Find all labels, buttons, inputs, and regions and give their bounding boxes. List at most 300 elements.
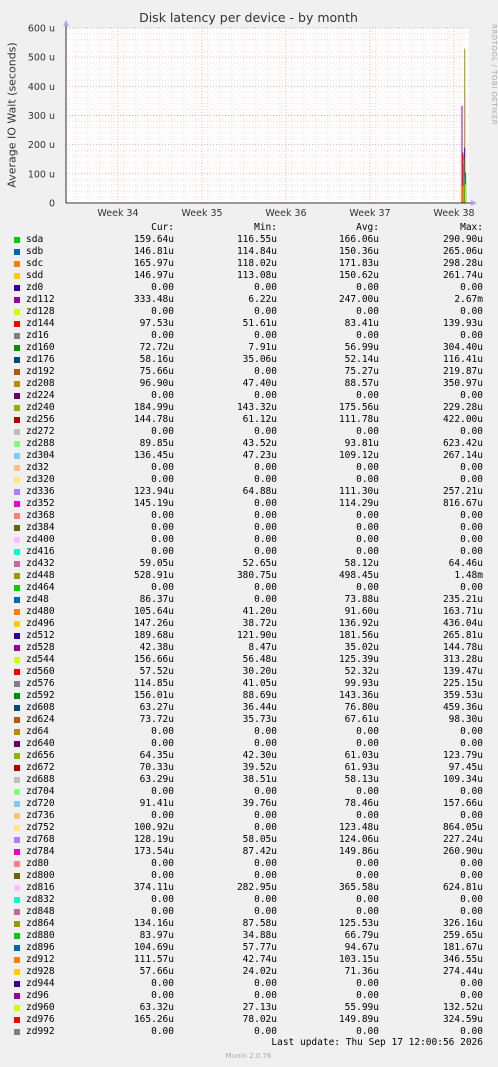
legend-cur-value: 59.05u [139, 558, 174, 569]
legend-max-value: 350.97u [442, 378, 483, 389]
legend-avg-value: 175.56u [338, 402, 379, 413]
y-tick-label: 600 u [27, 23, 55, 35]
legend-swatch [14, 933, 20, 939]
legend-cur-value: 63.27u [139, 702, 174, 713]
legend-swatch [14, 813, 20, 819]
legend-swatch [14, 561, 20, 567]
legend-avg-value: 111.30u [338, 486, 379, 497]
legend-series-name: zd592 [26, 690, 55, 701]
y-tick-label: 200 u [27, 140, 55, 152]
legend-cur-value: 0.00 [151, 462, 174, 473]
legend-swatch [14, 489, 20, 495]
legend-row [0, 450, 497, 462]
legend-series-name: zd48 [26, 594, 49, 605]
legend-swatch [14, 729, 20, 735]
legend-avg-value: 35.02u [344, 642, 379, 653]
legend-cur-value: 0.00 [151, 282, 174, 293]
legend-max-value: 313.28u [442, 654, 483, 665]
legend-header [0, 222, 497, 234]
legend-swatch [14, 825, 20, 831]
legend-avg-value: 0.00 [356, 474, 379, 485]
legend-avg-value: 150.62u [338, 270, 379, 281]
legend-series-name: sdc [26, 258, 44, 269]
legend-series-name: zd640 [26, 738, 55, 749]
legend-max-value: 0.00 [460, 582, 483, 593]
legend-swatch [14, 669, 20, 675]
legend-swatch [14, 261, 20, 267]
legend-min-value: 0.00 [254, 990, 277, 1001]
legend-swatch [14, 861, 20, 867]
legend-cur-value: 111.57u [133, 954, 174, 965]
legend-swatch [14, 705, 20, 711]
last-update: Last update: Thu Sep 17 12:00:56 2026 [271, 1037, 483, 1048]
legend-series-name: sda [26, 234, 44, 245]
legend-row [0, 834, 497, 846]
legend-row [0, 882, 497, 894]
legend-cur-value: 0.00 [151, 306, 174, 317]
legend-min-value: 57.77u [242, 942, 277, 953]
legend-avg-value: 149.89u [338, 1014, 379, 1025]
header-max: Max: [460, 222, 483, 233]
legend-row [0, 462, 497, 474]
legend-series-name: zd176 [26, 354, 55, 365]
legend-min-value: 87.42u [242, 846, 277, 857]
legend-min-value: 88.69u [242, 690, 277, 701]
legend-max-value: 436.04u [442, 618, 483, 629]
legend-max-value: 116.41u [442, 354, 483, 365]
legend-cur-value: 0.00 [151, 738, 174, 749]
legend-swatch [14, 525, 20, 531]
legend-cur-value: 0.00 [151, 1026, 174, 1037]
legend-swatch [14, 789, 20, 795]
legend-row [0, 726, 497, 738]
legend-avg-value: 498.45u [338, 570, 379, 581]
legend-min-value: 0.00 [254, 786, 277, 797]
legend-series-name: zd336 [26, 486, 55, 497]
legend-series-name: zd736 [26, 810, 55, 821]
legend-min-value: 30.20u [242, 666, 277, 677]
legend-swatch [14, 681, 20, 687]
legend-series-name: zd128 [26, 306, 55, 317]
legend-swatch [14, 537, 20, 543]
legend-series-name: zd0 [26, 282, 44, 293]
legend-cur-value: 105.64u [133, 606, 174, 617]
legend-max-value: 0.00 [460, 390, 483, 401]
legend-cur-value: 63.32u [139, 1002, 174, 1013]
legend-max-value: 265.81u [442, 630, 483, 641]
legend-avg-value: 76.80u [344, 702, 379, 713]
legend-max-value: 0.00 [460, 546, 483, 557]
legend-avg-value: 66.79u [344, 930, 379, 941]
legend-avg-value: 0.00 [356, 906, 379, 917]
legend-min-value: 51.61u [242, 318, 277, 329]
legend-swatch [14, 837, 20, 843]
legend-cur-value: 156.01u [133, 690, 174, 701]
legend-min-value: 41.05u [242, 678, 277, 689]
legend-max-value: 864.05u [442, 822, 483, 833]
legend-series-name: zd912 [26, 954, 55, 965]
legend-series-name: sdb [26, 246, 44, 257]
legend-avg-value: 0.00 [356, 390, 379, 401]
legend-avg-value: 0.00 [356, 546, 379, 557]
legend-row [0, 810, 497, 822]
legend-row [0, 762, 497, 774]
legend-min-value: 0.00 [254, 306, 277, 317]
legend-series-name: zd992 [26, 1026, 55, 1037]
legend-row [0, 858, 497, 870]
legend-swatch [14, 993, 20, 999]
legend-min-value: 39.52u [242, 762, 277, 773]
legend-cur-value: 147.26u [133, 618, 174, 629]
legend-swatch [14, 357, 20, 363]
legend-avg-value: 365.58u [338, 882, 379, 893]
legend-min-value: 8.47u [248, 642, 277, 653]
legend-series-name: zd560 [26, 666, 55, 677]
legend-row [0, 486, 497, 498]
legend-row [0, 330, 497, 342]
legend-avg-value: 125.53u [338, 918, 379, 929]
legend-avg-value: 75.27u [344, 366, 379, 377]
legend-min-value: 114.84u [236, 246, 277, 257]
legend-series-name: sdd [26, 270, 44, 281]
legend-series-name: zd480 [26, 606, 55, 617]
legend-row [0, 582, 497, 594]
header-avg: Avg: [356, 222, 379, 233]
legend-cur-value: 89.85u [139, 438, 174, 449]
legend-cur-value: 374.11u [133, 882, 174, 893]
legend-series-name: zd144 [26, 318, 55, 329]
legend-row [0, 606, 497, 618]
legend-swatch [14, 477, 20, 483]
legend-cur-value: 63.29u [139, 774, 174, 785]
legend-avg-value: 91.60u [344, 606, 379, 617]
legend-cur-value: 73.72u [139, 714, 174, 725]
legend-cur-value: 0.00 [151, 510, 174, 521]
legend-series-name: zd16 [26, 330, 49, 341]
legend-series-name: zd976 [26, 1014, 55, 1025]
legend-series-name: zd688 [26, 774, 55, 785]
legend-avg-value: 78.46u [344, 798, 379, 809]
legend-row [0, 282, 497, 294]
legend-swatch [14, 921, 20, 927]
legend-min-value: 0.00 [254, 282, 277, 293]
legend-row [0, 978, 497, 990]
legend-max-value: 0.00 [460, 858, 483, 869]
legend-avg-value: 0.00 [356, 726, 379, 737]
legend-avg-value: 73.88u [344, 594, 379, 605]
legend-cur-value: 165.26u [133, 1014, 174, 1025]
legend-cur-value: 0.00 [151, 894, 174, 905]
legend-cur-value: 165.97u [133, 258, 174, 269]
legend-max-value: 0.00 [460, 810, 483, 821]
legend-avg-value: 124.06u [338, 834, 379, 845]
legend-row [0, 354, 497, 366]
legend-min-value: 282.95u [236, 882, 277, 893]
x-tick-label: Week 36 [265, 208, 307, 219]
legend-row [0, 246, 497, 258]
legend-swatch [14, 753, 20, 759]
legend-min-value: 0.00 [254, 522, 277, 533]
legend-row [0, 966, 497, 978]
legend-row [0, 390, 497, 402]
legend-min-value: 35.06u [242, 354, 277, 365]
legend-swatch [14, 393, 20, 399]
legend-row [0, 306, 497, 318]
legend-min-value: 0.00 [254, 582, 277, 593]
legend-min-value: 7.91u [248, 342, 277, 353]
legend-avg-value: 58.13u [344, 774, 379, 785]
legend-max-value: 298.28u [442, 258, 483, 269]
legend-swatch [14, 741, 20, 747]
legend-cur-value: 104.69u [133, 942, 174, 953]
legend-max-value: 422.00u [442, 414, 483, 425]
legend-max-value: 0.00 [460, 522, 483, 533]
legend-max-value: 139.47u [442, 666, 483, 677]
legend-series-name: zd608 [26, 702, 55, 713]
legend-cur-value: 333.48u [133, 294, 174, 305]
legend-series-name: zd656 [26, 750, 55, 761]
legend-max-value: 0.00 [460, 870, 483, 881]
legend-series-name: zd896 [26, 942, 55, 953]
legend-series-name: zd544 [26, 654, 55, 665]
legend-min-value: 43.52u [242, 438, 277, 449]
legend-avg-value: 0.00 [356, 870, 379, 881]
legend-row [0, 366, 497, 378]
legend-swatch [14, 645, 20, 651]
legend-max-value: 260.90u [442, 846, 483, 857]
legend-max-value: 0.00 [460, 474, 483, 485]
legend-cur-value: 123.94u [133, 486, 174, 497]
legend-max-value: 290.90u [442, 234, 483, 245]
legend-min-value: 35.73u [242, 714, 277, 725]
legend-row [0, 666, 497, 678]
legend-swatch [14, 513, 20, 519]
legend-row [0, 342, 497, 354]
legend-series-name: zd288 [26, 438, 55, 449]
legend-swatch [14, 369, 20, 375]
legend-cur-value: 134.16u [133, 918, 174, 929]
legend-cur-value: 57.66u [139, 966, 174, 977]
legend-max-value: 1.48m [454, 570, 483, 581]
legend-avg-value: 58.12u [344, 558, 379, 569]
legend-avg-value: 93.81u [344, 438, 379, 449]
legend-series-name: zd416 [26, 546, 55, 557]
legend-row [0, 954, 497, 966]
legend-min-value: 58.05u [242, 834, 277, 845]
legend-cur-value: 0.00 [151, 582, 174, 593]
legend-swatch [14, 405, 20, 411]
legend-cur-value: 145.19u [133, 498, 174, 509]
legend-min-value: 118.02u [236, 258, 277, 269]
legend-avg-value: 0.00 [356, 306, 379, 317]
legend-row [0, 558, 497, 570]
legend-row [0, 378, 497, 390]
legend-avg-value: 149.86u [338, 846, 379, 857]
legend-min-value: 121.90u [236, 630, 277, 641]
legend-min-value: 0.00 [254, 726, 277, 737]
legend-cur-value: 146.81u [133, 246, 174, 257]
legend-swatch [14, 765, 20, 771]
legend-cur-value: 114.85u [133, 678, 174, 689]
legend-row [0, 270, 497, 282]
legend-min-value: 6.22u [248, 294, 277, 305]
legend-max-value: 123.79u [442, 750, 483, 761]
legend-avg-value: 0.00 [356, 738, 379, 749]
legend-avg-value: 247.00u [338, 294, 379, 305]
legend-cur-value: 128.19u [133, 834, 174, 845]
legend-series-name: zd208 [26, 378, 55, 389]
legend-cur-value: 0.00 [151, 522, 174, 533]
legend-series-name: zd64 [26, 726, 49, 737]
legend-row [0, 738, 497, 750]
legend-avg-value: 171.83u [338, 258, 379, 269]
legend-min-value: 27.13u [242, 1002, 277, 1013]
y-axis-label: Average IO Wait (seconds) [5, 42, 19, 188]
legend-min-value: 0.00 [254, 822, 277, 833]
legend-swatch [14, 573, 20, 579]
legend-avg-value: 67.61u [344, 714, 379, 725]
legend-swatch [14, 333, 20, 339]
legend-row [0, 990, 497, 1002]
legend-row [0, 906, 497, 918]
legend-min-value: 38.51u [242, 774, 277, 785]
legend-series-name: zd96 [26, 990, 49, 1001]
legend-row [0, 678, 497, 690]
legend-avg-value: 61.03u [344, 750, 379, 761]
legend-min-value: 0.00 [254, 906, 277, 917]
legend-min-value: 39.76u [242, 798, 277, 809]
legend-min-value: 0.00 [254, 894, 277, 905]
legend-row [0, 618, 497, 630]
legend-cur-value: 0.00 [151, 726, 174, 737]
legend-max-value: 0.00 [460, 906, 483, 917]
legend-swatch [14, 981, 20, 987]
legend-avg-value: 0.00 [356, 330, 379, 341]
legend-row [0, 414, 497, 426]
legend-cur-value: 144.78u [133, 414, 174, 425]
legend-min-value: 0.00 [254, 858, 277, 869]
legend-series-name: zd112 [26, 294, 55, 305]
legend-min-value: 380.75u [236, 570, 277, 581]
legend-max-value: 0.00 [460, 426, 483, 437]
legend-min-value: 78.02u [242, 1014, 277, 1025]
header-cur: Cur: [151, 222, 174, 233]
legend-row [0, 318, 497, 330]
legend-row [0, 594, 497, 606]
legend-row [0, 546, 497, 558]
legend-swatch [14, 621, 20, 627]
legend-avg-value: 0.00 [356, 510, 379, 521]
legend-min-value: 116.55u [236, 234, 277, 245]
legend-series-name: zd272 [26, 426, 55, 437]
legend-series-name: zd512 [26, 630, 55, 641]
legend-max-value: 0.00 [460, 894, 483, 905]
legend-cur-value: 0.00 [151, 534, 174, 545]
legend-cur-value: 0.00 [151, 330, 174, 341]
legend-min-value: 36.44u [242, 702, 277, 713]
legend-swatch [14, 801, 20, 807]
legend-max-value: 98.30u [448, 714, 483, 725]
legend-min-value: 0.00 [254, 870, 277, 881]
legend-series-name: zd464 [26, 582, 55, 593]
legend-swatch [14, 885, 20, 891]
legend-series-name: zd816 [26, 882, 55, 893]
legend-avg-value: 0.00 [356, 978, 379, 989]
legend-min-value: 24.02u [242, 966, 277, 977]
legend-cur-value: 58.16u [139, 354, 174, 365]
legend-cur-value: 83.97u [139, 930, 174, 941]
legend-max-value: 0.00 [460, 306, 483, 317]
legend-cur-value: 86.37u [139, 594, 174, 605]
legend-cur-value: 96.90u [139, 378, 174, 389]
legend-row [0, 522, 497, 534]
legend-max-value: 0.00 [460, 786, 483, 797]
legend-avg-value: 103.15u [338, 954, 379, 965]
legend-swatch [14, 465, 20, 471]
legend-cur-value: 0.00 [151, 978, 174, 989]
legend-swatch [14, 381, 20, 387]
y-tick-label: 400 u [27, 81, 55, 93]
legend-swatch [14, 897, 20, 903]
legend-swatch [14, 585, 20, 591]
legend-cur-value: 528.91u [133, 570, 174, 581]
legend-swatch [14, 957, 20, 963]
legend-max-value: 2.67m [454, 294, 483, 305]
legend-row [0, 426, 497, 438]
legend-swatch [14, 297, 20, 303]
legend-avg-value: 52.14u [344, 354, 379, 365]
legend-max-value: 235.21u [442, 594, 483, 605]
legend-series-name: zd576 [26, 678, 55, 689]
legend-avg-value: 0.00 [356, 522, 379, 533]
legend-series-name: zd944 [26, 978, 55, 989]
legend-series-name: zd256 [26, 414, 55, 425]
legend-swatch [14, 273, 20, 279]
legend-avg-value: 0.00 [356, 894, 379, 905]
legend-cur-value: 0.00 [151, 906, 174, 917]
legend-cur-value: 173.54u [133, 846, 174, 857]
munin-version: Munin 2.0.76 [225, 1052, 272, 1060]
legend-max-value: 0.00 [460, 462, 483, 473]
legend-row [0, 294, 497, 306]
legend-row [0, 498, 497, 510]
legend-max-value: 0.00 [460, 990, 483, 1001]
legend-row [0, 1002, 497, 1014]
legend-table [0, 222, 497, 1038]
legend-swatch [14, 549, 20, 555]
legend-max-value: 0.00 [460, 534, 483, 545]
legend-swatch [14, 249, 20, 255]
legend-series-name: zd400 [26, 534, 55, 545]
legend-max-value: 227.24u [442, 834, 483, 845]
legend-min-value: 0.00 [254, 738, 277, 749]
legend-series-name: zd928 [26, 966, 55, 977]
legend-min-value: 52.65u [242, 558, 277, 569]
legend-cur-value: 70.33u [139, 762, 174, 773]
legend-min-value: 42.30u [242, 750, 277, 761]
legend-series-name: zd80 [26, 858, 49, 869]
legend-min-value: 0.00 [254, 474, 277, 485]
legend-row [0, 786, 497, 798]
legend-avg-value: 83.41u [344, 318, 379, 329]
chart-title: Disk latency per device - by month [139, 10, 358, 25]
legend-min-value: 0.00 [254, 498, 277, 509]
y-tick-label: 500 u [27, 52, 55, 64]
x-axis-arrow [471, 200, 477, 206]
legend-cur-value: 0.00 [151, 858, 174, 869]
legend-max-value: 265.06u [442, 246, 483, 257]
legend-avg-value: 111.78u [338, 414, 379, 425]
